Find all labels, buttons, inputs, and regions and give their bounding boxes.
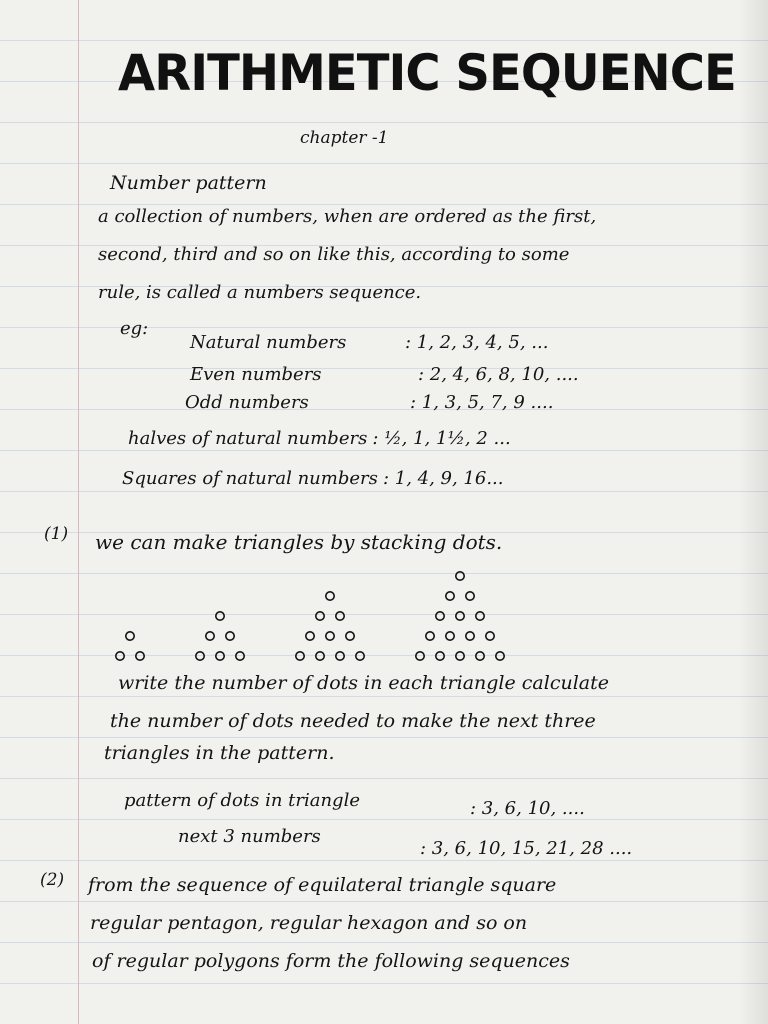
- dot: [116, 652, 124, 660]
- dot-triangle-4: [416, 572, 504, 660]
- definition-line-3: rule, is called a numbers sequence.: [98, 282, 422, 303]
- dot: [126, 632, 134, 640]
- example-label: Squares of natural numbers: [122, 468, 378, 489]
- dot-triangles-figure: [100, 560, 640, 670]
- dot: [466, 632, 474, 640]
- dot: [436, 652, 444, 660]
- dot: [306, 632, 314, 640]
- definition-line-2: second, third and so on like this, according to some: [98, 244, 570, 265]
- dot: [296, 652, 304, 660]
- section-2-line-1: from the sequence of equilateral triangle square: [88, 874, 557, 896]
- section-1-statement: we can make triangles by stacking dots.: [95, 530, 503, 554]
- question-line-2: the number of dots needed to make the next three: [110, 710, 596, 732]
- dot: [316, 652, 324, 660]
- page-title: ARITHMETIC SEQUENCE: [118, 44, 736, 102]
- page-edge-shadow: [738, 0, 768, 1024]
- dot: [226, 632, 234, 640]
- example-odd-numbers: [185, 392, 553, 413]
- dot: [466, 592, 474, 600]
- section-2-number: (2): [40, 870, 65, 890]
- dot: [316, 612, 324, 620]
- section-1-number: (1): [44, 524, 69, 544]
- dot: [326, 592, 334, 600]
- example-even-numbers: [190, 364, 579, 385]
- section-2-line-3: of regular polygons form the following sequences: [92, 950, 570, 972]
- dot-triangle-1: [116, 632, 144, 660]
- question-line-3: triangles in the pattern.: [104, 742, 335, 764]
- example-label: Natural numbers: [190, 332, 347, 353]
- definition-line-1: a collection of numbers, when are ordered as the first,: [98, 206, 597, 227]
- dot: [486, 632, 494, 640]
- dot: [216, 652, 224, 660]
- dot: [216, 612, 224, 620]
- pattern-label: pattern of dots in triangle: [124, 790, 360, 811]
- dot-triangle-2: [196, 612, 244, 660]
- dot: [356, 652, 364, 660]
- dot: [456, 572, 464, 580]
- dot-triangle-3: [296, 592, 364, 660]
- question-line-1: write the number of dots in each triangle calculate: [118, 672, 609, 694]
- dot: [446, 592, 454, 600]
- dot: [326, 632, 334, 640]
- dot: [456, 652, 464, 660]
- dot: [336, 612, 344, 620]
- dot: [196, 652, 204, 660]
- pattern-values: : 3, 6, 10, ....: [470, 798, 585, 819]
- heading-number-pattern: Number pattern: [110, 172, 267, 194]
- dot: [206, 632, 214, 640]
- dot: [476, 652, 484, 660]
- example-values: : 1, 2, 3, 4, 5, ...: [405, 332, 549, 353]
- example-natural-numbers: [190, 332, 548, 353]
- dot: [136, 652, 144, 660]
- example-halves: [128, 428, 511, 449]
- next-numbers-label: next 3 numbers: [178, 826, 321, 847]
- example-values: : 1, 3, 5, 7, 9 ....: [410, 392, 554, 413]
- example-values: : 1, 4, 9, 16...: [382, 468, 504, 489]
- dot: [476, 612, 484, 620]
- dot: [236, 652, 244, 660]
- next-numbers-values: : 3, 6, 10, 15, 21, 28 ....: [420, 838, 633, 859]
- example-label: Even numbers: [190, 364, 322, 385]
- dot: [446, 632, 454, 640]
- margin-line: [78, 0, 79, 1024]
- example-values: : ½, 1, 1½, 2 ...: [372, 428, 511, 449]
- example-label: Odd numbers: [185, 392, 309, 413]
- dot: [346, 632, 354, 640]
- dot: [496, 652, 504, 660]
- dot: [416, 652, 424, 660]
- dot: [426, 632, 434, 640]
- example-label: halves of natural numbers: [128, 428, 368, 449]
- example-squares: [122, 468, 504, 489]
- dot: [436, 612, 444, 620]
- chapter-label: chapter -1: [300, 128, 389, 148]
- example-values: : 2, 4, 6, 8, 10, ....: [418, 364, 579, 385]
- section-2-line-2: regular pentagon, regular hexagon and so on: [90, 912, 528, 934]
- eg-label: eg:: [120, 318, 149, 339]
- dot: [456, 612, 464, 620]
- dot: [336, 652, 344, 660]
